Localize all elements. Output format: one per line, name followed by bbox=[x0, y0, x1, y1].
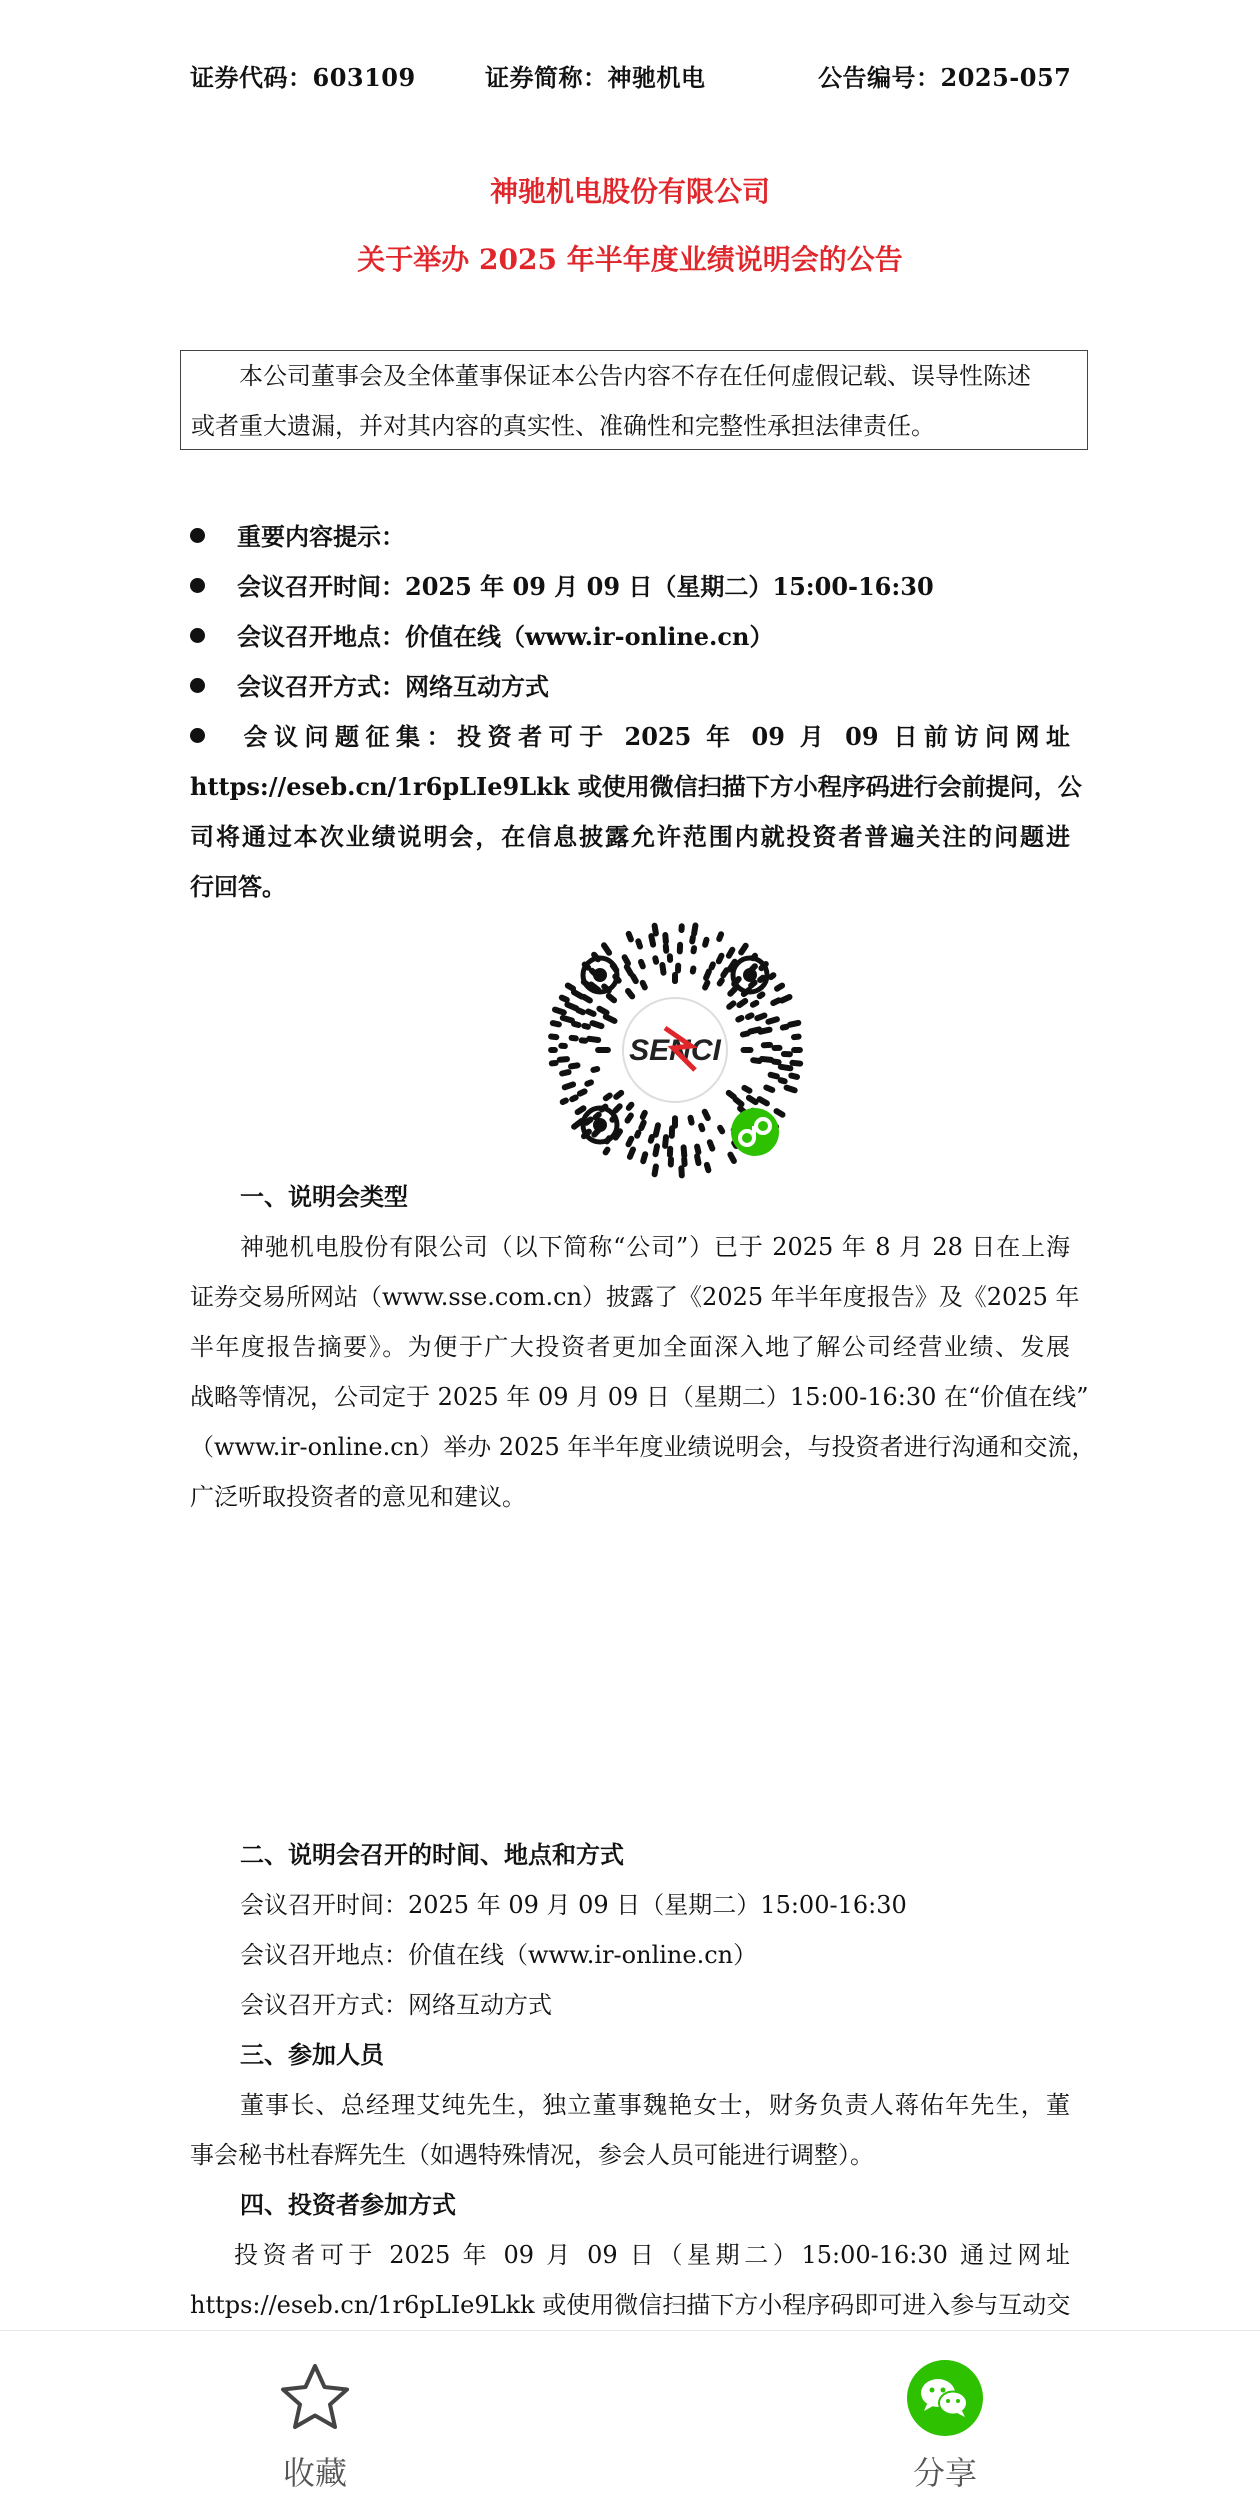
qr-dash bbox=[710, 1142, 713, 1148]
paragraph-line: 半年度报告摘要》。为便于广大投资者更加全面深入地了解公司经营业绩、发展 bbox=[190, 1322, 1070, 1372]
qr-dash bbox=[586, 1120, 590, 1123]
qr-dash bbox=[606, 1017, 615, 1021]
paragraph-line: 投资者可于 2025 年 09 月 09 日（星期二）15:00-16:30 通过网址 bbox=[190, 2230, 1070, 2280]
qr-dash bbox=[771, 1075, 777, 1077]
qr-dash bbox=[694, 948, 695, 951]
qr-dash bbox=[773, 1000, 779, 1003]
qr-dash bbox=[744, 1088, 749, 1091]
qr-dash bbox=[574, 1024, 579, 1025]
section4-paragraph bbox=[190, 2230, 1070, 2330]
qr-dash bbox=[551, 1037, 556, 1038]
favorite-label: 收藏 bbox=[260, 2448, 370, 2494]
qr-dash bbox=[662, 965, 663, 973]
wechat-icon bbox=[907, 2360, 983, 2436]
section-heading: 三、参加人员 bbox=[240, 2030, 384, 2080]
qr-dash bbox=[571, 1065, 578, 1066]
qr-dash bbox=[606, 1096, 610, 1099]
mini-program-icon bbox=[731, 1108, 779, 1156]
qr-dash bbox=[768, 1019, 777, 1022]
section3-paragraph bbox=[190, 2080, 1070, 2180]
qr-dash bbox=[656, 1146, 658, 1154]
qr-dash bbox=[562, 1072, 569, 1073]
qr-dash bbox=[596, 1115, 599, 1118]
section1-paragraph bbox=[190, 1222, 1070, 1522]
qr-dash bbox=[655, 926, 656, 934]
disclaimer-line: 本公司董事会及全体董事保证本公告内容不存在任何虚假记载、误导性陈述 bbox=[191, 351, 1077, 401]
meeting-place: 会议召开地点：价值在线（www.ir-online.cn） bbox=[240, 1930, 757, 1980]
highlight-heading: 重要内容提示： bbox=[190, 512, 405, 562]
qr-dash bbox=[565, 1084, 573, 1087]
qr-dash bbox=[567, 1005, 576, 1009]
qr-dash bbox=[637, 1133, 638, 1136]
qr-dash bbox=[593, 1023, 602, 1026]
disclaimer-line: 或者重大遗漏，并对其内容的真实性、准确性和完整性承担法律责任。 bbox=[191, 401, 1077, 451]
qr-dash bbox=[651, 1137, 652, 1141]
section-heading: 一、说明会类型 bbox=[240, 1172, 408, 1222]
qr-dash bbox=[655, 958, 656, 962]
stock-short-name: 证券简称：神驰机电 bbox=[485, 58, 706, 93]
qr-dash bbox=[628, 991, 632, 996]
meeting-method: 会议召开方式：网络互动方式 bbox=[240, 1980, 552, 2030]
paragraph-line: 神驰机电股份有限公司（以下简称“公司”）已于 2025 年 8 月 28 日在上海 bbox=[190, 1222, 1070, 1272]
qr-dash bbox=[730, 1155, 734, 1161]
qr-dash bbox=[629, 934, 631, 940]
qr-dash bbox=[584, 1026, 588, 1027]
highlight-questions bbox=[190, 712, 1070, 912]
qr-dash bbox=[790, 1023, 798, 1025]
mini-program-qr-code bbox=[545, 920, 805, 1180]
highlight-method: 会议召开方式：网络互动方式 bbox=[190, 662, 549, 712]
disclaimer-box bbox=[180, 350, 1088, 450]
qr-dash bbox=[641, 1123, 643, 1129]
qr-dash bbox=[593, 1069, 597, 1070]
qr-dash bbox=[638, 941, 640, 946]
stock-code: 证券代码：603109 bbox=[190, 58, 416, 93]
qr-dash bbox=[580, 1091, 585, 1093]
meeting-time: 会议召开时间：2025 年 09 月 09 日（星期二）15:00-16:30 bbox=[240, 1880, 907, 1930]
qr-dash bbox=[589, 1039, 598, 1040]
qr-dash bbox=[720, 980, 722, 983]
qr-dash bbox=[599, 1009, 606, 1013]
qr-dash bbox=[693, 969, 694, 972]
paragraph-line: （www.ir-online.cn）举办 2025 年半年度业绩说明会，与投资者进行沟通和交流， bbox=[190, 1422, 1070, 1472]
qr-dash bbox=[774, 1062, 779, 1063]
qr-dash bbox=[606, 1150, 608, 1153]
qr-dash bbox=[697, 1156, 698, 1163]
qr-dash bbox=[691, 1118, 692, 1123]
questions-line: https://eseb.cn/1r6pLIe9Lkk 或使用微信扫描下方小程序码进行会前提问，公 bbox=[190, 762, 1070, 812]
qr-dash bbox=[578, 1108, 584, 1112]
qr-dash bbox=[777, 986, 782, 989]
qr-dash bbox=[665, 935, 666, 942]
bullet-icon bbox=[190, 578, 205, 593]
qr-dash bbox=[729, 1093, 734, 1097]
qr-dash bbox=[705, 983, 707, 988]
qr-dash bbox=[753, 1003, 756, 1005]
qr-dash bbox=[633, 976, 636, 981]
qr-dash bbox=[627, 967, 631, 974]
qr-dash bbox=[692, 937, 693, 941]
senci-logo-icon bbox=[629, 1028, 721, 1070]
bullet-icon bbox=[190, 528, 205, 543]
qr-dash bbox=[609, 996, 614, 1000]
qr-dash bbox=[707, 1165, 709, 1170]
qr-dash bbox=[792, 1063, 800, 1064]
qr-dash bbox=[719, 956, 722, 962]
qr-dash bbox=[587, 1082, 591, 1083]
qr-dash bbox=[572, 1098, 576, 1100]
svg-text:SENCI: SENCI bbox=[629, 1034, 721, 1067]
qr-dash bbox=[760, 994, 763, 996]
qr-dash bbox=[738, 1018, 741, 1020]
qr-dash bbox=[729, 950, 733, 956]
qr-dash bbox=[643, 1113, 645, 1117]
paragraph-line: 战略等情况，公司定于 2025 年 09 月 09 日（星期二）15:00-16:30 在“价值在线” bbox=[190, 1372, 1070, 1422]
highlight-place: 会议召开地点：价值在线（www.ir-online.cn） bbox=[190, 612, 773, 662]
paragraph-line: 证券交易所网站（www.sse.com.cn）披露了《2025 年半年度报告》及《2025 年 bbox=[190, 1272, 1070, 1322]
qr-dash bbox=[787, 1088, 795, 1091]
qr-dash bbox=[723, 970, 726, 975]
paragraph-line: https://eseb.cn/1r6pLIe9Lkk 或使用微信扫描下方小程序码即可进入参与互动交 bbox=[190, 2280, 1070, 2330]
qr-dash bbox=[628, 1116, 631, 1121]
qr-dash bbox=[771, 975, 774, 977]
qr-dash bbox=[743, 1034, 748, 1035]
favorite-button[interactable] bbox=[260, 2360, 370, 2494]
qr-dash bbox=[712, 964, 713, 967]
qr-dash bbox=[751, 983, 755, 986]
star-outline-icon bbox=[277, 2360, 353, 2436]
qr-dash bbox=[791, 1076, 797, 1077]
notice-title: 关于举办 2025 年半年度业绩说明会的公告 bbox=[0, 238, 1260, 278]
qr-dash bbox=[777, 1111, 783, 1115]
paragraph-line: 事会秘书杜春辉先生（如遇特殊情况，参会人员可能进行调整）。 bbox=[190, 2130, 1070, 2180]
qr-dash bbox=[629, 1139, 632, 1145]
bullet-icon bbox=[190, 678, 205, 693]
qr-dash bbox=[741, 946, 746, 953]
qr-dash bbox=[616, 1093, 621, 1097]
qr-dash bbox=[730, 989, 734, 993]
share-label: 分享 bbox=[890, 2448, 1000, 2494]
qr-dash bbox=[655, 1167, 656, 1175]
qr-dash bbox=[578, 1010, 583, 1012]
qr-dash bbox=[643, 1154, 645, 1161]
qr-dash bbox=[630, 1150, 633, 1157]
qr-dash bbox=[562, 998, 567, 1000]
qr-dash bbox=[782, 997, 790, 1001]
qr-dash bbox=[665, 1137, 666, 1146]
qr-dash bbox=[555, 1010, 564, 1013]
qr-dash bbox=[684, 1147, 685, 1155]
qr-dash bbox=[643, 983, 645, 988]
qr-dash bbox=[706, 971, 709, 978]
qr-dash bbox=[736, 1099, 742, 1104]
questions-line: 会议问题征集：投资者可于 2025 年 09 月 09 日前访问网址 bbox=[190, 712, 1070, 762]
qr-dash bbox=[705, 1112, 708, 1118]
questions-line: 司将通过本次业绩说明会，在信息披露允许范围内就投资者普遍关注的问题进 bbox=[190, 812, 1070, 862]
section-heading: 二、说明会召开的时间、地点和方式 bbox=[240, 1830, 624, 1880]
qr-dash bbox=[604, 945, 609, 953]
bottom-action-bar bbox=[0, 2330, 1260, 2520]
qr-dash bbox=[760, 1099, 767, 1103]
qr-dash bbox=[762, 1059, 771, 1060]
qr-dash bbox=[697, 1147, 698, 1153]
paragraph-line: 董事长、总经理艾纯先生，独立董事魏艳女士，财务负责人蒋佑年先生，董 bbox=[190, 2080, 1070, 2130]
qr-dash bbox=[753, 1060, 759, 1061]
qr-dash bbox=[651, 936, 653, 945]
qr-dash bbox=[568, 986, 573, 989]
section-heading: 四、投资者参加方式 bbox=[240, 2180, 456, 2230]
qr-dash bbox=[760, 1030, 769, 1032]
qr-dash bbox=[794, 1037, 799, 1038]
qr-dash bbox=[739, 1001, 745, 1005]
notice-number: 公告编号：2025-057 bbox=[818, 58, 1071, 93]
highlight-time: 会议召开时间：2025 年 09 月 09 日（星期二）15:00-16:30 bbox=[190, 562, 934, 612]
qr-dash bbox=[781, 1080, 785, 1081]
qr-dash bbox=[588, 1012, 593, 1014]
qr-dash bbox=[760, 978, 763, 980]
paragraph-line: 广泛听取投资者的意见和建议。 bbox=[190, 1472, 1070, 1522]
qr-dash bbox=[563, 1018, 572, 1021]
qr-dash bbox=[757, 1016, 764, 1019]
qr-dash bbox=[553, 1023, 559, 1024]
qr-dash bbox=[584, 997, 590, 1001]
company-title: 神驰机电股份有限公司 bbox=[0, 170, 1260, 210]
qr-dash bbox=[629, 1105, 632, 1108]
bullet-icon bbox=[190, 728, 205, 743]
bullet-icon bbox=[190, 628, 205, 643]
qr-dash bbox=[656, 1125, 658, 1134]
qr-dash bbox=[694, 926, 695, 934]
qr-dash bbox=[748, 1015, 752, 1017]
qr-dash bbox=[615, 1106, 619, 1110]
share-button[interactable] bbox=[890, 2360, 1000, 2494]
qr-dash bbox=[729, 1003, 733, 1006]
qr-dash bbox=[641, 962, 643, 967]
qr-dash bbox=[705, 940, 706, 945]
qr-dash bbox=[701, 1126, 702, 1129]
questions-line: 行回答。 bbox=[190, 862, 1070, 912]
qr-dash bbox=[574, 992, 582, 997]
qr-dash bbox=[720, 1128, 722, 1132]
qr-dash bbox=[749, 1098, 756, 1102]
qr-dash bbox=[781, 1067, 791, 1069]
qr-dash bbox=[783, 1027, 787, 1028]
qr-dash bbox=[719, 934, 721, 939]
qr-dash bbox=[766, 1088, 772, 1091]
qr-dash bbox=[572, 1038, 576, 1039]
qr-dash bbox=[560, 1059, 567, 1060]
qr-dash bbox=[563, 1101, 566, 1103]
qr-dash bbox=[625, 957, 628, 963]
